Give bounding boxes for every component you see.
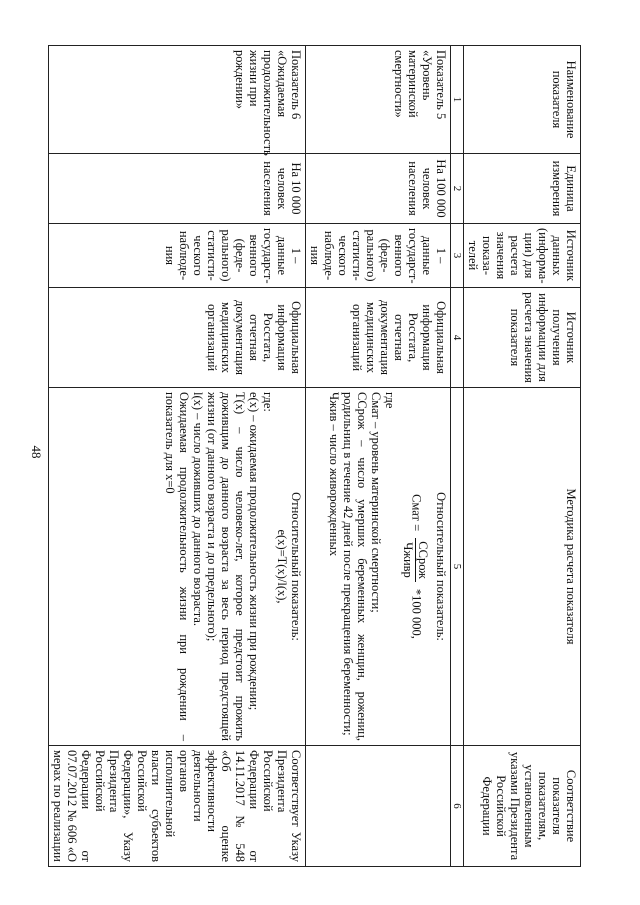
- method-intro: Относительный показатель:: [288, 492, 303, 641]
- table-row: [48, 46, 305, 867]
- indicator-unit: На 10 000 человек населения: [48, 154, 305, 224]
- formula-left: Смат =: [409, 494, 424, 532]
- formula-fraction: [401, 538, 430, 582]
- indicator-unit: На 100 000 человек населения: [305, 154, 450, 224]
- definition: T(x) – число человеко-лет, которое предстоит прожить доживщим до данного возраста за весь период предстоящей жизни (от данного возраста и до предельного);: [204, 392, 247, 741]
- indicator-info-source: Официальная информация Росстата, отчетная документация медицинских организаций: [305, 288, 450, 388]
- indicator-method: [305, 388, 450, 746]
- indicator-compliance: [305, 746, 450, 867]
- col-number: 6: [450, 746, 463, 867]
- col-number: 3: [450, 224, 463, 288]
- indicators-table: [48, 45, 581, 867]
- indicator-info-source: Официальная информация Росстата, отчетная документация медицинских организаций: [48, 288, 305, 388]
- indicator-method: [48, 388, 305, 746]
- col-number: 5: [450, 388, 463, 746]
- indicator-name: Показатель 5 «Уровень материнской смертности»: [305, 46, 450, 154]
- header-info-source: Источник получения информации для расчета значения показателя: [464, 288, 581, 388]
- definition: e(x) – ожидаемая продолжительность жизни при рождении;: [246, 392, 261, 711]
- definition: Чжив – число живорожденных: [326, 392, 341, 557]
- formula-denominator: Чживр: [400, 542, 415, 578]
- formula-numerator: ССрож: [415, 538, 430, 582]
- rotated-table-container: [50, 45, 581, 866]
- col-number: 4: [450, 288, 463, 388]
- header-name: Наименование показателя: [464, 46, 581, 154]
- indicator-compliance: Соответствует Указу Президента Российской Федерации от 14.11.2017 № 548 «Об оценке эффективности деятельности органов исполнительной власти субъектов Российской Федерации», Указу Президента Российской Федерации от 07.07.2012 № 606 «О мерах по реализации: [48, 746, 305, 867]
- formula: [401, 392, 430, 741]
- definition: Ожидаемая продолжительность жизни при рождении – показатель для x=0: [162, 392, 191, 741]
- header-data-source: Источник данных (информа-ции) для расчета значения показа-телей: [464, 224, 581, 288]
- col-number: 2: [450, 154, 463, 224]
- definition: Смат – уровень материнской смертности;: [368, 392, 383, 613]
- definition: l(x) – число доживших до данного возраста.: [190, 392, 205, 627]
- method-intro: Относительный показатель:: [433, 492, 448, 641]
- where-label: где: [382, 392, 397, 409]
- table-row: [305, 46, 450, 867]
- indicator-name: Показатель 6 «Ожидаемая продолжительность жизни при рождении»: [48, 46, 305, 154]
- header-method: Методика расчета показателя: [464, 388, 581, 746]
- page-number: 48: [29, 445, 44, 459]
- formula-right: *100 000,: [409, 588, 424, 639]
- formula: e(x)=T(x)/l(x),: [274, 529, 289, 604]
- header-unit: Единица измерения: [464, 154, 581, 224]
- where-label: где:: [260, 392, 275, 412]
- indicator-data-source: 1 – данные государст-венного (феде-рального) статисти-ческого наблюде-ния: [305, 224, 450, 288]
- column-number-row: [450, 46, 463, 867]
- col-number: 1: [450, 46, 463, 154]
- definition: ССрож – число умерших беременных женщин, рожениц, родильниц в течение 42 дней после прекращения беременности;: [340, 392, 369, 741]
- header-compliance: Соответствие показателя показателям, установленным указами Президента Российской Федерации: [464, 746, 581, 867]
- indicator-data-source: 1 – данные государст-венного (феде-рального) статисти-ческого наблюде-ния: [48, 224, 305, 288]
- header-row: [464, 46, 581, 867]
